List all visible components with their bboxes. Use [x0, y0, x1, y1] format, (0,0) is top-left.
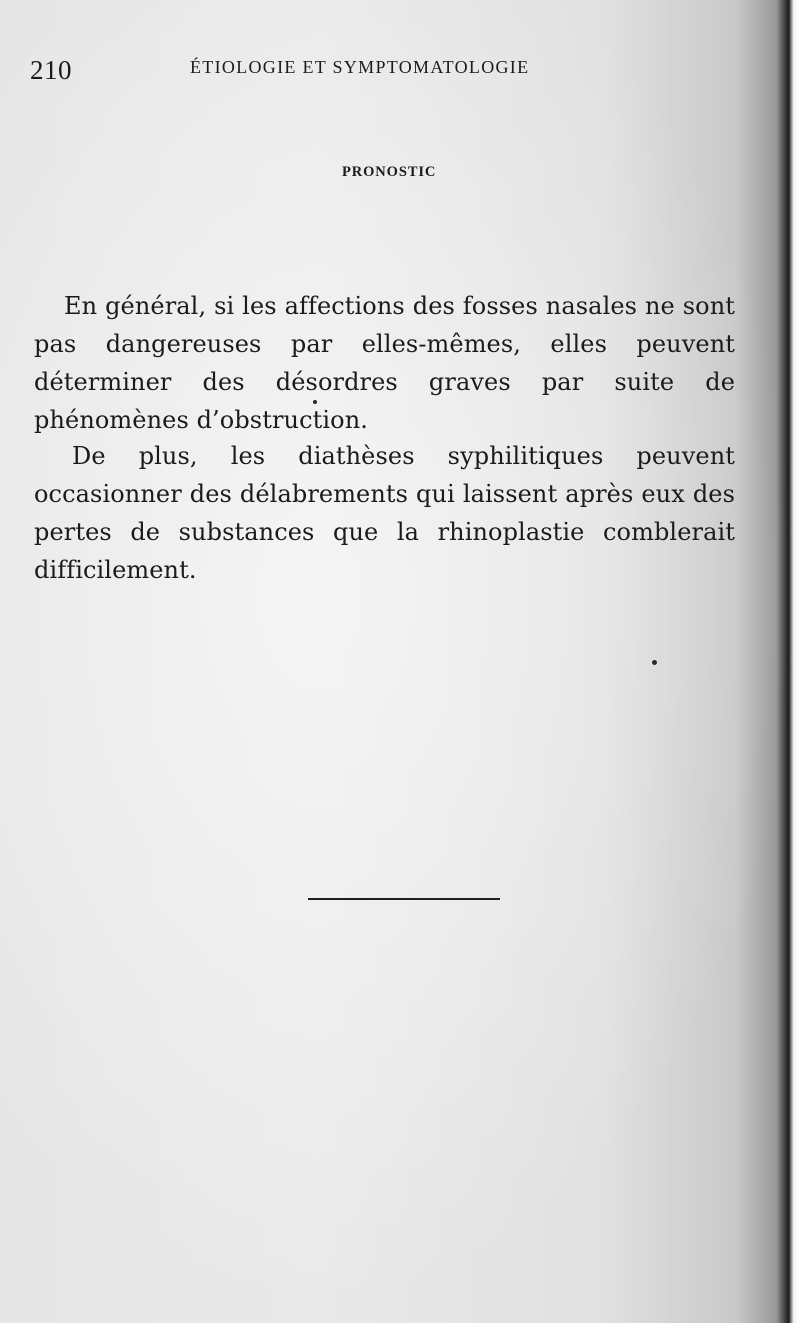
paragraph-syphilis: De plus, les diathèses syphilitiques peuvent occasionner des délabrements qui laissent après eux des pertes de substances que la rhinoplastie comblerait difficilement. [34, 442, 735, 584]
page-number: 210 [30, 55, 72, 85]
running-head: ÉTIOLOGIE ET SYMPTOMATOLOGIE [190, 57, 530, 77]
end-rule [308, 898, 500, 900]
ink-speck [652, 660, 657, 665]
ink-speck [313, 400, 317, 404]
paragraph-general: En général, si les affections des fosses nasales ne sont pas dangereuses par elles-mêmes, elles peuvent déterminer des désordres graves par suite de phénomènes d’obstruction. [34, 292, 735, 434]
section-title: PRONOSTIC [342, 164, 437, 180]
